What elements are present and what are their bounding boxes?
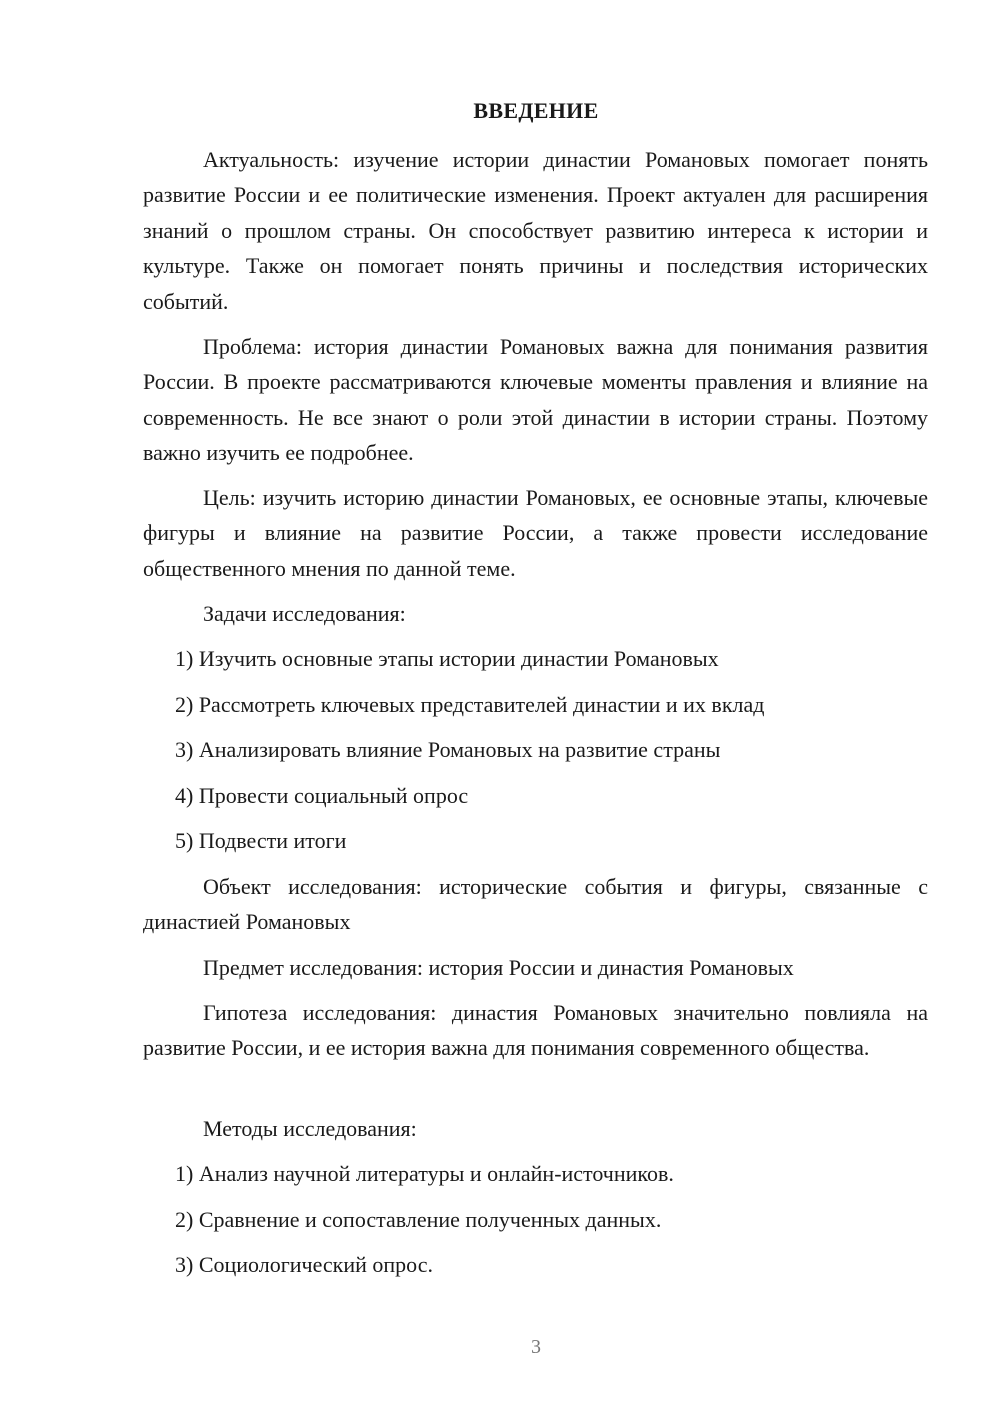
- task-item-4: 4) Провести социальный опрос: [175, 783, 469, 808]
- method-item-1: 1) Анализ научной литературы и онлайн-источников.: [175, 1161, 674, 1186]
- page-number: 3: [531, 1336, 541, 1358]
- methods-heading: Методы исследования:: [203, 1116, 417, 1141]
- method-item-3: 3) Социологический опрос.: [175, 1252, 433, 1277]
- task-item-3: 3) Анализировать влияние Романовых на развитие страны: [175, 737, 721, 762]
- research-object-paragraph: Объект исследования: исторические события и фигуры, связанные с династией Романовых: [143, 874, 928, 935]
- task-item-2: 2) Рассмотреть ключевых представителей династии и их вклад: [175, 692, 765, 717]
- page-title: ВВЕДЕНИЕ: [473, 98, 599, 123]
- task-item-5: 5) Подвести итоги: [175, 828, 347, 853]
- task-item-1: 1) Изучить основные этапы истории династии Романовых: [175, 646, 719, 671]
- hypothesis-paragraph: Гипотеза исследования: династия Романовых значительно повлияла на развитие России, и ее история важна для понимания современного общества.: [143, 1000, 928, 1061]
- problem-paragraph: Проблема: история династии Романовых важна для понимания развития России. В проекте рассматриваются ключевые моменты правления и влияние на современность. Не все знают о роли этой династии в истории страны. Поэтому важно изучить ее подробнее.: [143, 334, 928, 466]
- research-subject-line: Предмет исследования: история России и династия Романовых: [203, 955, 794, 980]
- method-item-2: 2) Сравнение и сопоставление полученных данных.: [175, 1207, 662, 1232]
- goal-paragraph: Цель: изучить историю династии Романовых, ее основные этапы, ключевые фигуры и влияние на развитие России, а также провести исследование общественного мнения по данной теме.: [143, 485, 928, 581]
- tasks-heading: Задачи исследования:: [203, 601, 406, 626]
- relevance-paragraph: Актуальность: изучение истории династии Романовых помогает понять развитие России и ее политические изменения. Проект актуален для расширения знаний о прошлом страны. Он способствует развитию интереса к истории и культуре. Также он помогает понять причины и последствия исторических событий.: [143, 147, 928, 314]
